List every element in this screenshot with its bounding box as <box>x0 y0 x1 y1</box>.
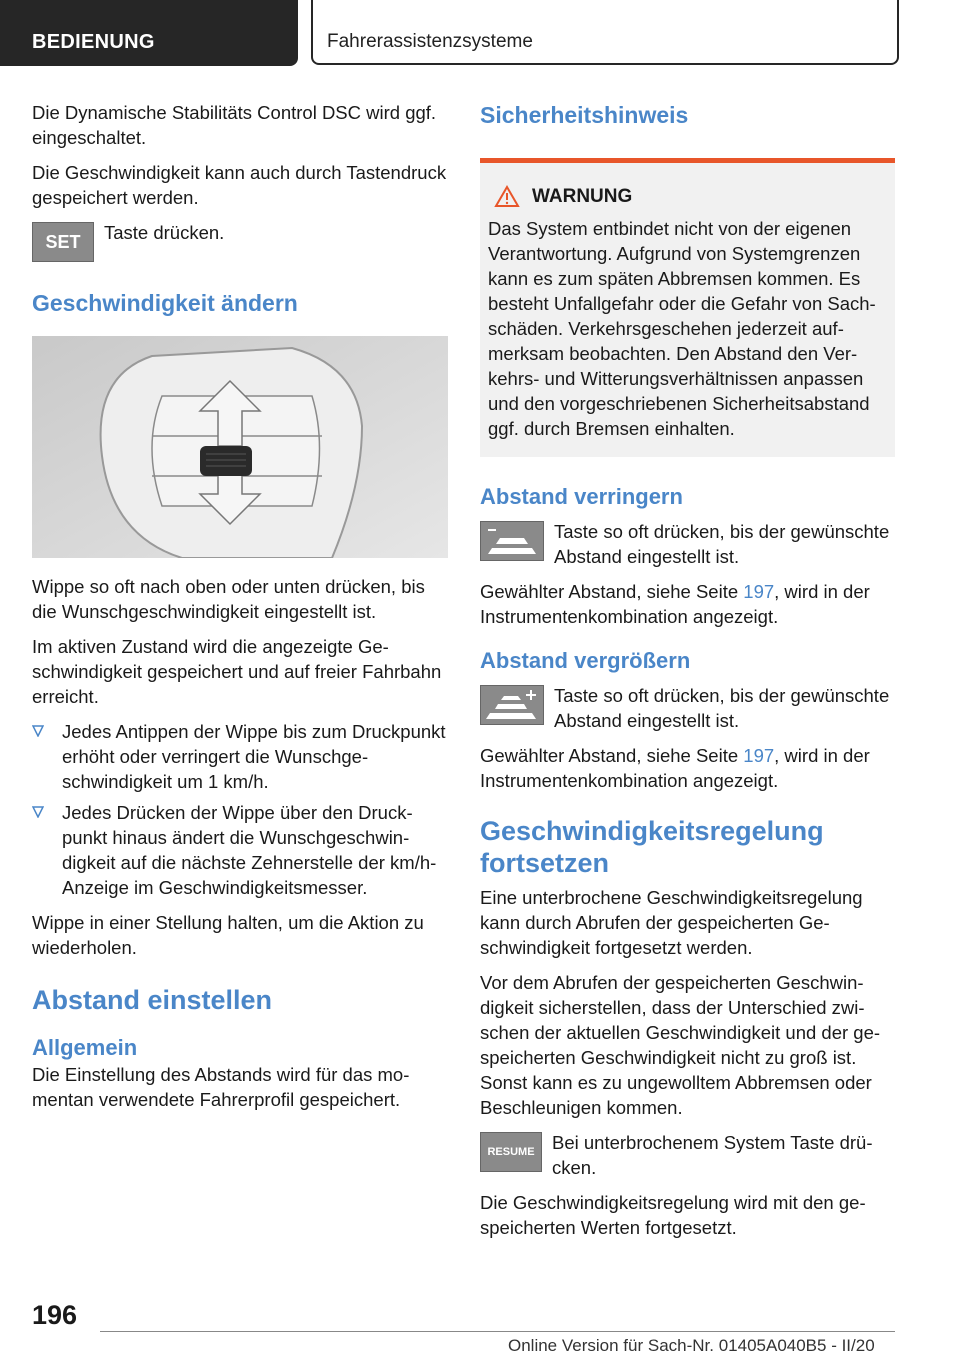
page-number: 196 <box>32 1300 78 1330</box>
left-column <box>32 100 450 1122</box>
decrease-text: Taste so oft drücken, bis der gewünschte Abstand eingestellt ist. <box>554 521 890 567</box>
footer-text: Online Version für Sach-Nr. 01405A040B5 - II/20 <box>508 1336 875 1355</box>
heading-decrease-distance: Abstand verringern <box>480 484 683 509</box>
warning-title: WARNUNG <box>532 185 633 207</box>
paragraph: Die Dynamische Stabilitäts Control DSC wird ggf. eingeschaltet. <box>32 102 437 148</box>
increase-button-row <box>480 683 895 733</box>
list-item <box>32 719 450 794</box>
increase-distance-button-icon <box>480 685 544 725</box>
paragraph: Gewählter Abstand, siehe Seite 197, wird in der Instrumentenkombination angezeigt. <box>480 745 870 791</box>
heading-distance: Abstand einstellen <box>32 985 273 1015</box>
distance-minus-icon <box>482 524 542 558</box>
warning-text: Das System entbindet nicht von der eigenen Verantwortung. Aufgrund von Systemgrenzen kann es zum späten Abbremsen kommen. Es besteht Unfallgefahr oder die Gefahr von Sachschäden. Verkehrsgeschehen jederzeit aufmerksam beobachten. Den Abstand den Verkehrs- und Witterungsverhältnissen anpassen und den vorgeschriebenen Sicherheitsabstand ggf. durch Bremsen einhalten. <box>488 218 876 439</box>
heading-resume: Geschwindigkeitsregelung fortsetzen <box>480 816 824 878</box>
triangle-bullet-icon <box>32 806 44 818</box>
footer-divider <box>100 1331 895 1332</box>
chapter-title: Fahrerassistenzsysteme <box>327 31 533 52</box>
page-reference-link[interactable]: 197 <box>743 581 775 602</box>
paragraph: Eine unterbrochene Geschwindigkeitsregelung kann durch Abrufen der gespeicherten Geschwindigkeit fortgesetzt werden. <box>480 887 863 958</box>
warning-triangle-icon <box>494 185 520 208</box>
paragraph: Wippe so oft nach oben oder unten drücken, bis die Wunschgeschwindigkeit eingestellt ist. <box>32 576 425 622</box>
list-item-text: Jedes Antippen der Wippe bis zum Druckpunkt erhöht oder verringert die Wunschgeschwindigkeit um 1 km/h. <box>62 721 446 792</box>
heading-speed-change: Geschwindigkeit ändern <box>32 290 298 316</box>
warning-title-row <box>494 185 887 208</box>
right-column <box>480 100 895 1250</box>
resume-button-row <box>480 1130 895 1180</box>
paragraph: Die Einstellung des Abstands wird für das momentan verwendete Fahrerprofil gespeichert. <box>32 1064 410 1110</box>
set-button-row <box>32 220 450 262</box>
bullet-list <box>32 719 450 900</box>
increase-text: Taste so oft drücken, bis der gewünschte Abstand eingestellt ist. <box>554 685 890 731</box>
chapter-tab <box>311 0 899 65</box>
section-tab <box>0 0 298 66</box>
set-button-text: Taste drücken. <box>104 222 225 243</box>
resume-button-icon: RESUME <box>480 1132 542 1172</box>
heading-increase-distance: Abstand vergrößern <box>480 648 691 673</box>
decrease-distance-button-icon <box>480 521 544 561</box>
paragraph: Gewählter Abstand, siehe Seite 197, wird in der Instrumentenkombination angezeigt. <box>480 581 870 627</box>
page-header <box>0 0 960 68</box>
heading-safety: Sicherheitshinweis <box>480 102 689 128</box>
heading-general: Allgemein <box>32 1035 138 1060</box>
page-reference-link[interactable]: 197 <box>743 745 775 766</box>
paragraph: Vor dem Abrufen der gespeicherten Geschwindigkeit sicherstellen, dass der Unterschied zwischen der aktuellen Geschwindigkeit und der gespeicherten Geschwindigkeit nicht zu groß ist. Sonst kann es zu ungewolltem Abbremsen oder Beschleunigen kommen. <box>480 972 881 1118</box>
set-button-icon: SET <box>32 222 94 262</box>
paragraph: Die Geschwindigkeit kann auch durch Tastendruck gespeichert werden. <box>32 162 447 208</box>
paragraph: Die Geschwindigkeitsregelung wird mit den gespeicherten Werten fortgesetzt. <box>480 1192 866 1238</box>
paragraph: Wippe in einer Stellung halten, um die Aktion zu wiederholen. <box>32 912 424 958</box>
triangle-bullet-icon <box>32 725 44 737</box>
paragraph: Im aktiven Zustand wird die angezeigte Geschwindigkeit gespeichert und auf freier Fahrbahn erreicht. <box>32 636 442 707</box>
decrease-button-row <box>480 519 895 569</box>
steering-wheel-rocker-illustration <box>32 336 448 558</box>
warning-box <box>480 158 895 457</box>
rocker-switch-icon <box>32 336 448 558</box>
distance-plus-icon <box>482 688 542 722</box>
list-item <box>32 800 450 900</box>
resume-button-text: Bei unterbrochenem System Taste drücken. <box>552 1132 873 1178</box>
list-item-text: Jedes Drücken der Wippe über den Druckpunkt hinaus ändert die Wunschgeschwindigkeit auf die nächste Zehnerstelle der km/h-Anzeige im Geschwindigkeitsmesser. <box>62 802 437 898</box>
section-title: BEDIENUNG <box>32 31 155 53</box>
